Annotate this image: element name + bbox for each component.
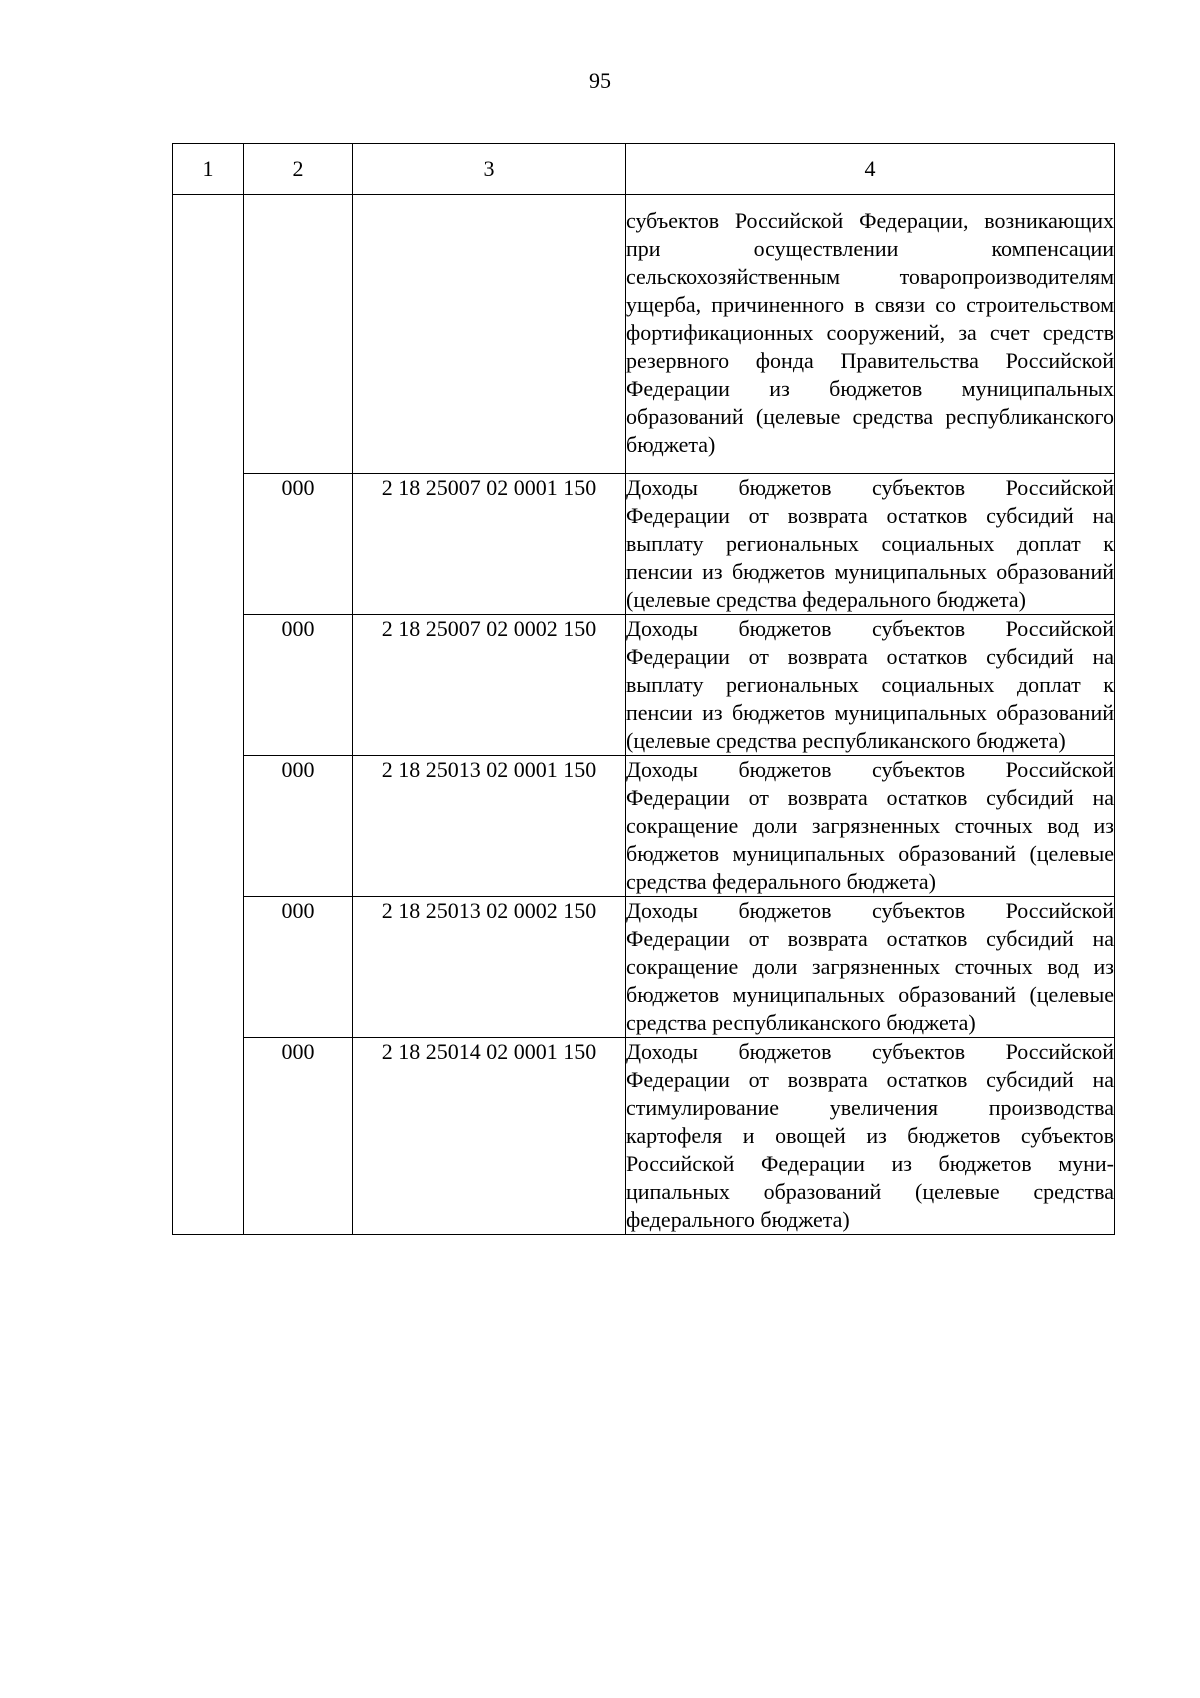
description-cell: Доходы бюджетов субъектов Российской Федерации от возврата остатков субсидий на стимулирование увеличения производства картофеля и овощей из бюджетов субъектов Российской Федерации из бюджетов муниципальных образований (целевые средства федерального бюджета): [626, 1038, 1115, 1235]
description-cell: Доходы бюджетов субъектов Российской Федерации от возврата остатков субсидий на выплату региональных социальных доплат к пенсии из бюджетов муниципальных образований (целевые средства республиканского бюджета): [626, 615, 1115, 756]
page-number: 95: [589, 68, 611, 93]
admin-code-cell: 000: [244, 756, 353, 897]
column-header-4: 4: [626, 144, 1115, 195]
admin-code-cell: 000: [244, 1038, 353, 1235]
admin-code-cell: [244, 195, 353, 474]
budget-code-cell: 2 18 25007 02 0002 150: [353, 615, 626, 756]
admin-code-cell: 000: [244, 615, 353, 756]
budget-classification-table: [172, 143, 1115, 1235]
description-cell: субъектов Российской Федерации, возникающих при осуществлении компенсации сельскохозяйственным товаропроизводителям ущерба, причиненного в связи со строительством фортификационных сооружений, за счет средств резервного фонда Правительства Российской Федерации из бюджетов муниципальных образований (целевые средства республиканского бюджета): [626, 195, 1115, 474]
budget-code-cell: 2 18 25013 02 0001 150: [353, 756, 626, 897]
budget-code-cell: 2 18 25007 02 0001 150: [353, 474, 626, 615]
description-cell: Доходы бюджетов субъектов Российской Федерации от возврата остатков субсидий на выплату региональных социальных доплат к пенсии из бюджетов муниципальных образований (целевые средства федерального бюджета): [626, 474, 1115, 615]
table-row: [173, 1038, 1115, 1235]
table-row: [173, 756, 1115, 897]
table-row: [173, 195, 1115, 474]
budget-code-cell: [353, 195, 626, 474]
group-cell: [173, 195, 244, 1235]
table-row: [173, 474, 1115, 615]
column-header-3: 3: [353, 144, 626, 195]
admin-code-cell: 000: [244, 897, 353, 1038]
column-header-1: 1: [173, 144, 244, 195]
table-row: [173, 897, 1115, 1038]
budget-code-cell: 2 18 25014 02 0001 150: [353, 1038, 626, 1235]
admin-code-cell: 000: [244, 474, 353, 615]
description-cell: Доходы бюджетов субъектов Российской Федерации от возврата остатков субсидий на сокращение доли загрязненных сточных вод из бюджетов муниципальных образований (целевые средства республиканского бюджета): [626, 897, 1115, 1038]
budget-code-cell: 2 18 25013 02 0002 150: [353, 897, 626, 1038]
table-header-row: [173, 144, 1115, 195]
table-row: [173, 615, 1115, 756]
column-header-2: 2: [244, 144, 353, 195]
description-cell: Доходы бюджетов субъектов Российской Федерации от возврата остатков субсидий на сокращение доли загрязненных сточных вод из бюджетов муниципальных образований (целевые средства федерального бюджета): [626, 756, 1115, 897]
